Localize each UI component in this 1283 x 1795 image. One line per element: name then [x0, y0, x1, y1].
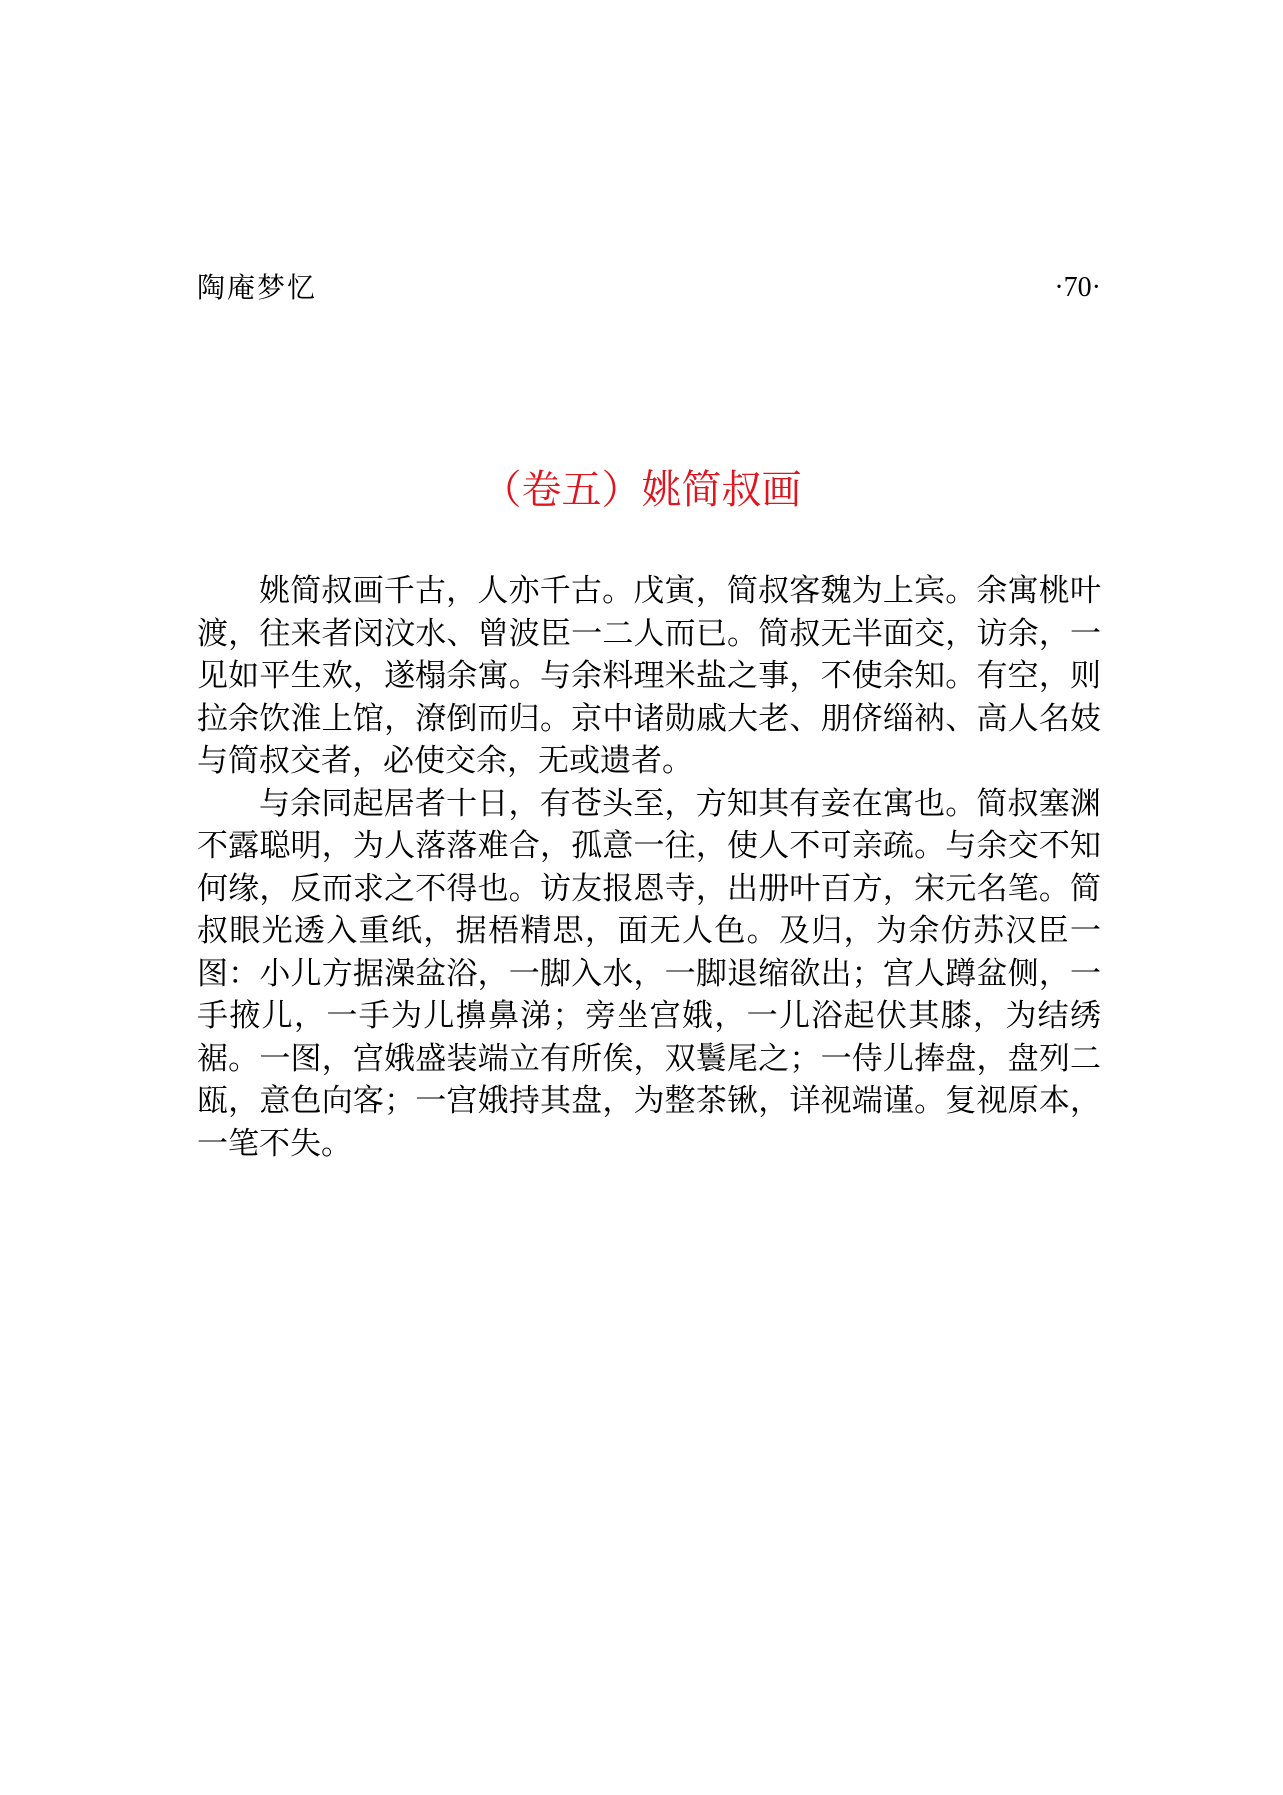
paragraph: 姚简叔画千古，人亦千古。戊寅，简叔客魏为上宾。余寓桃叶渡，往来者闵汶水、曾波臣一二人而已。简叔无半面交，访余，一见如平生欢，遂榻余寓。与余料理米盐之事，不使余知。有空，则拉余饮淮上馆，潦倒而归。京中诸勋戚大老、朋侪缁衲、高人名妓与简叔交者，必使交余，无或遗者。	[197, 573, 1101, 779]
body-text	[197, 570, 1101, 1165]
book-title: 陶庵梦忆	[197, 271, 318, 304]
page-number: ·70·	[1054, 272, 1101, 303]
running-header	[197, 268, 1101, 308]
chapter-title: （卷五）姚简叔画	[481, 467, 802, 513]
paragraph: 与余同起居者十日，有苍头至，方知其有妾在寓也。简叔塞渊不露聪明，为人落落难合，孤意一往，使人不可亲疏。与余交不知何缘，反而求之不得也。访友报恩寺，出册叶百方，宋元名笔。简叔眼光透入重纸，据梧精思，面无人色。及归，为余仿苏汉臣一图：小儿方据澡盆浴，一脚入水，一脚退缩欲出；宫人蹲盆侧，一手掖儿，一手为儿擤鼻涕；旁坐宫娥，一儿浴起伏其膝，为结绣裾。一图，宫娥盛装端立有所俟，双鬟尾之；一侍儿捧盘，盘列二瓯，意色向客；一宫娥持其盘，为整茶锹，详视端谨。复视原本，一笔不失。	[197, 785, 1101, 1162]
